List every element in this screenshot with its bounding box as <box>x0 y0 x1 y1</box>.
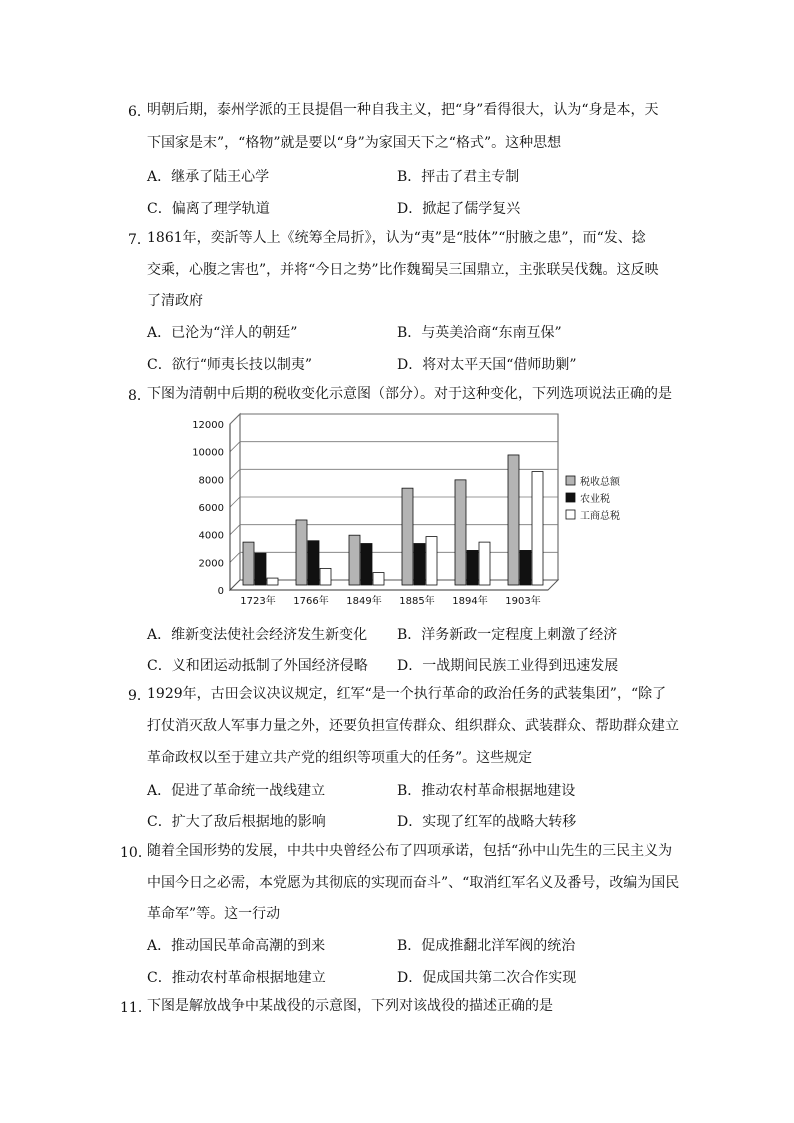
y-tick-label: 10000 <box>192 447 224 459</box>
question-number: 6． <box>128 104 151 120</box>
bar <box>414 544 425 586</box>
answer-option: C．欲行“师夷长技以制夷” <box>147 357 313 373</box>
y-tick-label: 12000 <box>192 420 224 431</box>
bar <box>349 535 360 585</box>
tax-revenue-chart <box>188 412 658 614</box>
legend-swatch <box>566 476 575 485</box>
x-tick-label: 1766年 <box>293 596 329 607</box>
bar <box>479 542 490 585</box>
y-tick-label: 8000 <box>198 475 224 487</box>
bar <box>402 488 413 585</box>
bar <box>361 544 372 586</box>
legend-label: 税收总额 <box>580 477 620 488</box>
answer-option: A．促进了革命统一战线建立 <box>147 783 326 799</box>
answer-option: C．推动农村革命根据地建立 <box>147 970 326 986</box>
answer-option: C．扩大了敌后根据地的影响 <box>147 814 326 830</box>
question-text-line: 革命军”等。这一行动 <box>147 906 281 922</box>
x-tick-label: 1885年 <box>399 596 435 607</box>
answer-option: D．将对太平天国“借师助剿” <box>397 357 577 373</box>
bar <box>320 568 331 585</box>
bar <box>308 541 319 585</box>
x-tick-label: 1894年 <box>452 596 488 607</box>
question-number: 7． <box>128 232 151 248</box>
y-tick-label: 2000 <box>198 558 224 570</box>
answer-option: B．促成推翻北洋军阀的统治 <box>397 938 576 954</box>
bar <box>296 520 307 585</box>
question-text-line: 了清政府 <box>147 293 203 309</box>
answer-option: D．实现了红军的战略大转移 <box>397 814 577 830</box>
answer-option: A．已沦为“洋人的朝廷” <box>147 325 298 341</box>
y-tick-label: 6000 <box>198 503 224 514</box>
answer-option: C．义和团运动抵制了外国经济侵略 <box>147 658 368 674</box>
bar <box>467 550 478 585</box>
answer-option: D．促成国共第二次合作实现 <box>397 970 577 986</box>
y-tick-label: 0 <box>217 586 224 597</box>
question-text-line: 1861年，奕訢等人上《统筹全局折》，认为“夷”是“肢体”“肘腋之患”，而“发、捻 <box>147 230 646 246</box>
question-text-line: 打仗消灭敌人军事力量之外，还要负担宣传群众、组织群众、武装群众、帮助群众建立 <box>147 718 679 734</box>
bar <box>243 542 254 585</box>
answer-option: A．维新变法使社会经济发生新变化 <box>147 627 368 643</box>
answer-option: B．与英美洽商“东南互保” <box>397 325 562 341</box>
y-tick-label: 4000 <box>198 530 224 542</box>
question-text-line: 1929年，古田会议决议规定，红军“是一个执行革命的政治任务的武装集团”，“除了 <box>147 686 667 702</box>
question-text-line: 革命政权以至于建立共产党的组织等项重大的任务”。这些规定 <box>147 750 533 766</box>
bar <box>508 455 519 585</box>
answer-option: B．洋务新政一定程度上刺激了经济 <box>397 627 618 643</box>
question-text-line: 下图是解放战争中某战役的示意图，下列对该战役的描述正确的是 <box>147 998 553 1014</box>
question-number: 9． <box>128 688 151 704</box>
x-tick-label: 1723年 <box>240 596 276 607</box>
legend-label: 工商总税 <box>580 511 620 522</box>
question-text-line: 下国家是末”，“格物”就是要以“身”为家国天下之“格式”。这种思想 <box>147 135 562 151</box>
question-text-line: 下图为清朝中后期的税收变化示意图（部分）。对于这种变化，下列选项说法正确的是 <box>147 386 672 402</box>
answer-option: A．推动国民革命高潮的到来 <box>147 938 326 954</box>
question-number: 8． <box>128 388 151 404</box>
answer-option: A．继承了陆王心学 <box>147 169 270 185</box>
answer-option: B．抨击了君主专制 <box>397 169 520 185</box>
question-number: 10． <box>120 845 152 861</box>
x-tick-label: 1903年 <box>505 596 541 607</box>
bar <box>255 553 266 585</box>
answer-option: C．偏离了理学轨道 <box>147 201 270 217</box>
answer-option: B．推动农村革命根据地建设 <box>397 783 576 799</box>
legend-swatch <box>566 510 575 519</box>
legend-swatch <box>566 493 575 502</box>
bar <box>520 550 531 585</box>
bar <box>455 480 466 585</box>
question-text-line: 交乘，心腹之害也”，并将“今日之势”比作魏蜀吴三国鼎立，主张联吴伐魏。这反映 <box>147 262 659 278</box>
question-text-line: 明朝后期，泰州学派的王艮提倡一种自我主义，把“身”看得很大，认为“身是本，天 <box>147 102 659 118</box>
question-text-line: 中国今日之必需，本党愿为其彻底的实现而奋斗”、“取消红军名义及番号，改编为国民 <box>147 875 680 891</box>
x-tick-label: 1849年 <box>346 596 382 607</box>
bar <box>267 578 278 585</box>
bar <box>373 573 384 585</box>
legend-label: 农业税 <box>580 494 610 505</box>
question-number: 11． <box>120 1000 152 1016</box>
answer-option: D．一战期间民族工业得到迅速发展 <box>397 658 619 674</box>
bar <box>426 537 437 585</box>
bar <box>532 472 543 585</box>
answer-option: D．掀起了儒学复兴 <box>397 201 521 217</box>
question-text-line: 随着全国形势的发展，中共中央曾经公布了四项承诺，包括“孙中山先生的三民主义为 <box>147 843 673 859</box>
